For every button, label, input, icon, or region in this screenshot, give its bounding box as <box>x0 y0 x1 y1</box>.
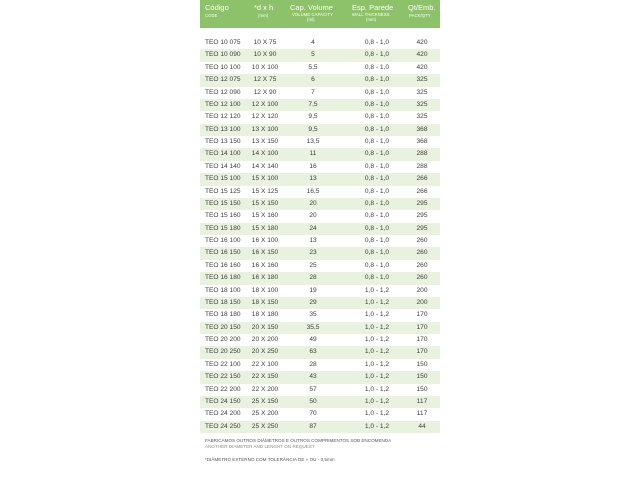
cell-dims: 12 X 90 <box>253 88 277 96</box>
cell-qty: 288 <box>416 150 428 158</box>
cell-wall: 0,8 - 1,0 <box>364 224 390 232</box>
cell-code: TEO 15 180 <box>205 224 241 232</box>
cell-code: TEO 12 075 <box>205 76 241 84</box>
table-row <box>200 173 440 185</box>
cell-dims: 25 X 150 <box>251 397 279 405</box>
cell-volume: 7 <box>311 88 315 96</box>
table-body <box>200 37 440 433</box>
cell-wall: 0,8 - 1,0 <box>364 88 390 96</box>
cell-dims: 22 X 100 <box>251 360 279 368</box>
cell-volume: 20 <box>309 199 317 207</box>
table-row <box>200 74 440 86</box>
table-row <box>200 198 440 210</box>
cell-volume: 28 <box>309 360 317 368</box>
header-qty-title: Qt/Emb. <box>408 3 436 12</box>
cell-volume: 7,5 <box>308 100 318 108</box>
footnote-custom-sizes: FABRICAMOS OUTROS DIÂMETROS E OUTROS COMPRIMENTOS SOB ENCOMENDA <box>205 438 392 443</box>
table-row <box>200 99 440 111</box>
cell-wall: 0,8 - 1,0 <box>364 150 390 158</box>
table-row <box>200 87 440 99</box>
cell-dims: 15 X 180 <box>251 224 279 232</box>
header-dims-sub: (mm) <box>258 13 269 18</box>
table-row <box>200 247 440 259</box>
cell-code: TEO 16 180 <box>205 274 241 282</box>
cell-code: TEO 16 160 <box>205 261 241 269</box>
cell-code: TEO 13 100 <box>205 125 241 133</box>
cell-wall: 1,0 - 1,2 <box>364 422 390 430</box>
cell-code: TEO 22 100 <box>205 360 241 368</box>
cell-wall: 1,0 - 1,2 <box>364 348 390 356</box>
cell-code: TEO 14 100 <box>205 150 241 158</box>
cell-volume: 9,5 <box>308 125 318 133</box>
cell-code: TEO 24 250 <box>205 422 241 430</box>
cell-volume: 13,5 <box>306 138 320 145</box>
cell-code: TEO 18 180 <box>205 311 241 319</box>
cell-qty: 260 <box>416 274 428 282</box>
cell-dims: 13 X 100 <box>251 125 279 133</box>
table-row <box>200 62 440 74</box>
header-wall-sub: WALL THICKNESS <box>352 12 390 17</box>
cell-code: TEO 10 075 <box>205 39 241 46</box>
table-row <box>200 309 440 321</box>
table-row <box>200 272 440 284</box>
table-row <box>200 346 440 358</box>
cell-code: TEO 10 100 <box>205 63 241 71</box>
cell-code: TEO 18 100 <box>205 286 241 294</box>
cell-wall: 0,8 - 1,0 <box>364 199 390 207</box>
cell-dims: 22 X 200 <box>251 385 279 393</box>
cell-dims: 25 X 200 <box>251 410 279 418</box>
cell-dims: 15 X 125 <box>251 187 279 195</box>
cell-wall: 0,8 - 1,0 <box>364 100 390 108</box>
cell-dims: 25 X 250 <box>251 422 279 430</box>
product-table-sheet <box>200 0 440 480</box>
cell-wall: 0,8 - 1,0 <box>364 175 390 183</box>
cell-wall: 0,8 - 1,0 <box>364 138 390 145</box>
cell-dims: 14 X 140 <box>251 162 279 170</box>
cell-dims: 12 X 120 <box>251 113 279 121</box>
cell-wall: 0,8 - 1,0 <box>364 212 390 220</box>
cell-code: TEO 12 120 <box>205 113 241 121</box>
table-header <box>200 0 440 24</box>
footnote-tolerance: *DIÂMETRO EXTERNO COM TOLERÂNCIA DE + OU - 0,5mm <box>205 457 335 462</box>
cell-code: TEO 22 200 <box>205 385 241 393</box>
header-wall-title: Esp. Parede <box>352 3 394 12</box>
table-row <box>200 285 440 297</box>
cell-qty: 266 <box>416 175 428 183</box>
cell-code: TEO 12 090 <box>205 88 241 96</box>
table-row <box>200 111 440 123</box>
cell-volume: 25 <box>309 261 317 269</box>
cell-dims: 16 X 100 <box>251 237 279 244</box>
cell-wall: 0,8 - 1,0 <box>364 125 390 133</box>
cell-wall: 0,8 - 1,0 <box>364 76 390 84</box>
cell-dims: 20 X 250 <box>251 348 279 356</box>
header-code-title: Código <box>205 3 229 12</box>
header-volume-unit: (ml) <box>307 17 315 22</box>
table-row <box>200 421 440 433</box>
cell-volume: 24 <box>309 224 317 232</box>
cell-volume: 13 <box>309 175 317 183</box>
cell-qty: 325 <box>416 88 428 96</box>
cell-wall: 1,0 - 1,2 <box>364 373 390 381</box>
cell-volume: 57 <box>309 385 317 393</box>
cell-wall: 0,8 - 1,0 <box>364 51 390 59</box>
footnote-custom-sizes-en: ANOTHER DIAMETER AND LENGHT ON REQUEST <box>205 444 315 449</box>
cell-dims: 12 X 100 <box>251 100 279 108</box>
cell-wall: 0,8 - 1,0 <box>364 187 390 195</box>
header-qty-sub: PACK/QTY <box>409 13 431 18</box>
header-volume-title: Cap. Volume <box>290 3 333 12</box>
cell-dims: 18 X 180 <box>251 311 279 319</box>
cell-qty: 200 <box>416 298 428 306</box>
cell-qty: 200 <box>416 286 428 294</box>
cell-code: TEO 24 200 <box>205 410 241 418</box>
cell-volume: 49 <box>309 336 317 343</box>
cell-dims: 22 X 150 <box>251 373 279 381</box>
cell-dims: 16 X 150 <box>251 249 279 257</box>
cell-volume: 9,5 <box>308 113 318 121</box>
cell-qty: 170 <box>416 348 428 356</box>
cell-dims: 16 X 180 <box>251 274 279 282</box>
table-row <box>200 396 440 408</box>
header-qty <box>408 0 438 24</box>
table-row <box>200 371 440 383</box>
cell-volume: 16 <box>309 162 317 170</box>
cell-wall: 1,0 - 1,2 <box>364 298 390 306</box>
cell-code: TEO 20 250 <box>205 348 241 356</box>
cell-volume: 70 <box>309 410 317 418</box>
cell-wall: 1,0 - 1,2 <box>364 311 390 319</box>
cell-qty: 170 <box>416 323 428 331</box>
cell-volume: 6 <box>311 76 315 84</box>
table-row <box>200 359 440 371</box>
header-code <box>205 0 245 24</box>
cell-dims: 20 X 150 <box>251 323 279 331</box>
table-row <box>200 186 440 198</box>
cell-volume: 35,5 <box>306 323 320 331</box>
cell-dims: 15 X 160 <box>251 212 279 220</box>
cell-volume: 87 <box>309 422 317 430</box>
cell-code: TEO 13 150 <box>205 138 241 145</box>
cell-qty: 117 <box>416 397 428 405</box>
table-row <box>200 161 440 173</box>
cell-volume: 28 <box>309 274 317 282</box>
cell-qty: 44 <box>418 422 426 430</box>
cell-code: TEO 15 100 <box>205 175 241 183</box>
footnotes <box>205 438 437 463</box>
cell-dims: 10 X 75 <box>253 39 277 46</box>
cell-wall: 1,0 - 1,2 <box>364 323 390 331</box>
cell-qty: 170 <box>416 336 428 343</box>
table-row <box>200 334 440 346</box>
cell-code: TEO 24 150 <box>205 397 241 405</box>
cell-volume: 19 <box>309 286 317 294</box>
header-dims-title: *d x h <box>254 3 274 12</box>
cell-dims: 12 X 75 <box>253 76 277 84</box>
header-dims <box>252 0 282 24</box>
table-row <box>200 136 440 148</box>
cell-code: TEO 22 150 <box>205 373 241 381</box>
cell-dims: 14 X 100 <box>251 150 279 158</box>
cell-wall: 1,0 - 1,2 <box>364 286 390 294</box>
cell-wall: 0,8 - 1,0 <box>364 237 390 244</box>
cell-volume: 5 <box>311 51 315 59</box>
cell-volume: 43 <box>309 373 317 381</box>
cell-qty: 117 <box>416 410 428 418</box>
table-row <box>200 148 440 160</box>
cell-qty: 150 <box>416 373 428 381</box>
cell-code: TEO 16 150 <box>205 249 241 257</box>
cell-qty: 420 <box>416 51 428 59</box>
cell-code: TEO 15 160 <box>205 212 241 220</box>
table-row <box>200 223 440 235</box>
cell-dims: 10 X 90 <box>253 51 277 59</box>
cell-wall: 1,0 - 1,2 <box>364 336 390 343</box>
cell-wall: 1,0 - 1,2 <box>364 410 390 418</box>
cell-code: TEO 15 125 <box>205 187 241 195</box>
cell-qty: 325 <box>416 100 428 108</box>
cell-volume: 11 <box>309 150 317 158</box>
table-row <box>200 124 440 136</box>
cell-qty: 150 <box>416 360 428 368</box>
cell-wall: 0,8 - 1,0 <box>364 249 390 257</box>
table-row <box>200 384 440 396</box>
table-row <box>200 49 440 61</box>
cell-code: TEO 18 150 <box>205 298 241 306</box>
cell-volume: 29 <box>309 298 317 306</box>
table-row <box>200 37 440 49</box>
cell-qty: 150 <box>416 385 428 393</box>
table-row <box>200 210 440 222</box>
cell-qty: 325 <box>416 113 428 121</box>
cell-wall: 1,0 - 1,2 <box>364 397 390 405</box>
table-row <box>200 260 440 272</box>
cell-wall: 0,8 - 1,0 <box>364 63 390 71</box>
cell-volume: 20 <box>309 212 317 220</box>
header-volume <box>290 0 338 24</box>
cell-volume: 16,5 <box>306 187 320 195</box>
cell-wall: 0,8 - 1,0 <box>364 162 390 170</box>
cell-volume: 35 <box>309 311 317 319</box>
cell-dims: 13 X 150 <box>251 138 279 145</box>
cell-volume: 13 <box>309 237 317 244</box>
cell-qty: 295 <box>416 224 428 232</box>
table-row <box>200 235 440 247</box>
cell-volume: 63 <box>309 348 317 356</box>
cell-qty: 325 <box>416 76 428 84</box>
header-code-sub: CODE <box>205 13 218 18</box>
cell-wall: 1,0 - 1,2 <box>364 360 390 368</box>
cell-code: TEO 15 150 <box>205 199 241 207</box>
cell-volume: 50 <box>309 397 317 405</box>
cell-code: TEO 20 150 <box>205 323 241 331</box>
cell-dims: 15 X 100 <box>251 175 279 183</box>
cell-wall: 0,8 - 1,0 <box>364 274 390 282</box>
header-volume-sub: VOLUME CAPACITY <box>292 12 333 17</box>
header-wall <box>352 0 402 24</box>
cell-qty: 170 <box>416 311 428 319</box>
cell-qty: 295 <box>416 199 428 207</box>
cell-code: TEO 12 100 <box>205 100 241 108</box>
cell-qty: 368 <box>416 138 428 145</box>
cell-code: TEO 20 200 <box>205 336 241 343</box>
cell-qty: 260 <box>416 249 428 257</box>
cell-qty: 260 <box>416 261 428 269</box>
cell-wall: 0,8 - 1,0 <box>364 261 390 269</box>
table-row <box>200 408 440 420</box>
cell-wall: 0,8 - 1,0 <box>364 39 390 46</box>
cell-volume: 4 <box>311 39 315 46</box>
cell-dims: 18 X 150 <box>251 298 279 306</box>
cell-code: TEO 14 140 <box>205 162 241 170</box>
cell-qty: 368 <box>416 125 428 133</box>
cell-wall: 1,0 - 1,2 <box>364 385 390 393</box>
cell-code: TEO 10 090 <box>205 51 241 59</box>
header-wall-unit: (mm) <box>366 17 377 22</box>
cell-dims: 20 X 200 <box>251 336 279 343</box>
table-row <box>200 297 440 309</box>
cell-dims: 16 X 160 <box>251 261 279 269</box>
cell-qty: 260 <box>416 237 428 244</box>
cell-qty: 288 <box>416 162 428 170</box>
cell-dims: 18 X 100 <box>251 286 279 294</box>
cell-wall: 0,8 - 1,0 <box>364 113 390 121</box>
cell-qty: 420 <box>416 39 428 46</box>
cell-dims: 15 X 150 <box>251 199 279 207</box>
table-row <box>200 322 440 334</box>
cell-volume: 23 <box>309 249 317 257</box>
header-accent-bar <box>200 24 440 28</box>
cell-qty: 295 <box>416 212 428 220</box>
cell-qty: 266 <box>416 187 428 195</box>
cell-qty: 420 <box>416 63 428 71</box>
cell-dims: 10 X 100 <box>251 63 279 71</box>
cell-code: TEO 16 100 <box>205 237 241 244</box>
cell-volume: 5,5 <box>308 63 318 71</box>
